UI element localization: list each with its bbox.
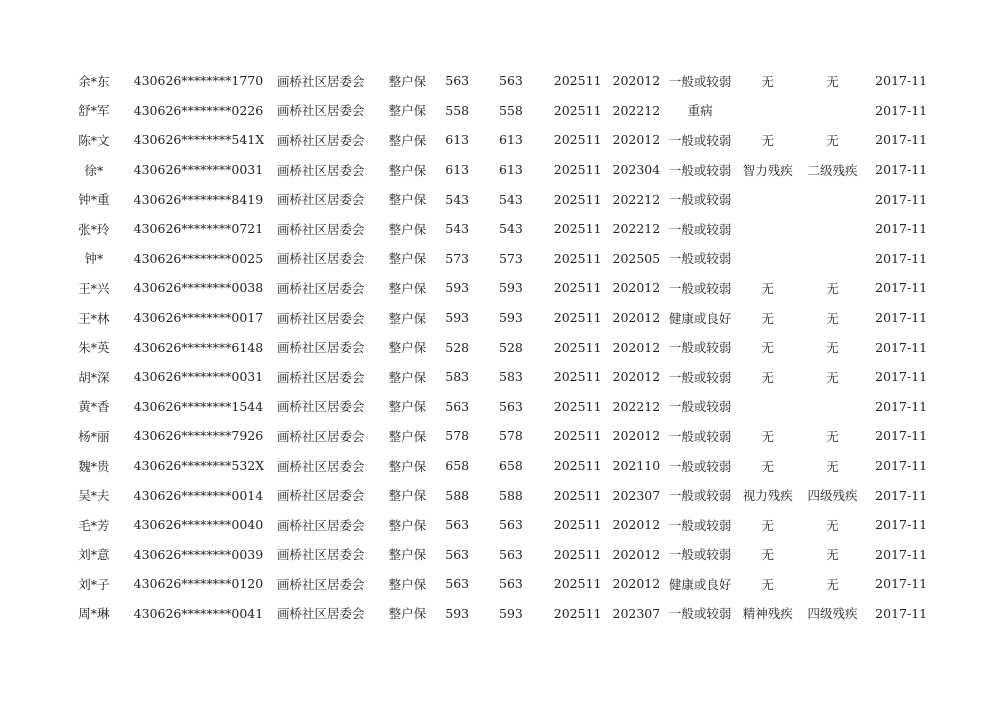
- health-status-cell: 一般或较弱: [668, 280, 732, 296]
- assistance-type-cell: 整户保: [388, 251, 427, 267]
- amount-total-cell: 593: [499, 310, 523, 326]
- end-month-cell: 202012: [612, 428, 661, 444]
- community-cell: 画桥社区居委会: [277, 251, 365, 267]
- assistance-type-cell: 整户保: [388, 103, 427, 119]
- disability-type-cell: 无: [761, 517, 775, 533]
- table-row: [56, 510, 936, 540]
- community-cell: 画桥社区居委会: [277, 369, 365, 385]
- approval-date-cell: 2017-11: [875, 369, 928, 385]
- id-number-cell: 430626********1770: [133, 73, 264, 89]
- start-month-cell: 202511: [553, 132, 602, 148]
- disability-type-cell: 无: [761, 576, 775, 592]
- assistance-type-cell: 整户保: [388, 488, 427, 504]
- start-month-cell: 202511: [553, 517, 602, 533]
- name-cell: 朱*英: [78, 340, 110, 356]
- approval-date-cell: 2017-11: [875, 428, 928, 444]
- table-row: [56, 332, 936, 362]
- disability-level-cell: 无: [826, 428, 839, 444]
- amount-total-cell: 593: [499, 605, 523, 621]
- end-month-cell: 202012: [612, 546, 661, 562]
- name-cell: 刘*意: [78, 547, 110, 563]
- approval-date-cell: 2017-11: [875, 221, 928, 237]
- assistance-type-cell: 整户保: [388, 428, 427, 444]
- disability-type-cell: 无: [761, 132, 775, 148]
- table-row: [56, 155, 936, 185]
- community-cell: 画桥社区居委会: [277, 221, 365, 237]
- approval-date-cell: 2017-11: [875, 280, 928, 296]
- name-cell: 徐*: [84, 162, 104, 178]
- assistance-type-cell: 整户保: [388, 310, 427, 326]
- amount-cell: 563: [445, 398, 470, 414]
- table-row: [56, 125, 936, 155]
- health-status-cell: 一般或较弱: [668, 547, 732, 563]
- amount-cell: 563: [445, 546, 470, 562]
- disability-level-cell: 无: [826, 73, 839, 89]
- disability-type-cell: 无: [761, 547, 775, 563]
- id-number-cell: 430626********0120: [133, 576, 264, 592]
- disability-type-cell: 智力残疾: [742, 162, 793, 178]
- id-number-cell: 430626********0025: [133, 250, 264, 266]
- disability-level-cell: 无: [826, 517, 839, 533]
- approval-date-cell: 2017-11: [875, 132, 928, 148]
- health-status-cell: 健康或良好: [668, 576, 732, 592]
- approval-date-cell: 2017-11: [875, 398, 928, 414]
- community-cell: 画桥社区居委会: [277, 132, 365, 148]
- start-month-cell: 202511: [553, 250, 602, 266]
- record-table: [56, 66, 936, 628]
- disability-type-cell: 无: [761, 310, 775, 326]
- table-row: [56, 273, 936, 303]
- name-cell: 周*琳: [78, 606, 110, 622]
- community-cell: 画桥社区居委会: [277, 192, 365, 208]
- health-status-cell: 一般或较弱: [668, 132, 732, 148]
- assistance-type-cell: 整户保: [388, 192, 427, 208]
- disability-level-cell: 无: [826, 547, 839, 563]
- name-cell: 王*兴: [78, 280, 110, 296]
- name-cell: 刘*子: [78, 576, 110, 592]
- table-row: [56, 451, 936, 481]
- disability-type-cell: 无: [761, 280, 775, 296]
- end-month-cell: 202212: [612, 398, 661, 414]
- amount-cell: 593: [445, 605, 470, 621]
- assistance-type-cell: 整户保: [388, 162, 427, 178]
- health-status-cell: 一般或较弱: [668, 192, 732, 208]
- disability-level-cell: 无: [826, 576, 839, 592]
- amount-total-cell: 528: [499, 339, 523, 355]
- id-number-cell: 430626********0014: [133, 487, 264, 503]
- name-cell: 吴*夫: [78, 488, 110, 504]
- start-month-cell: 202511: [553, 102, 602, 118]
- name-cell: 钟*: [84, 251, 104, 267]
- amount-cell: 563: [445, 576, 470, 592]
- assistance-type-cell: 整户保: [388, 547, 427, 563]
- health-status-cell: 一般或较弱: [668, 399, 732, 415]
- amount-cell: 583: [445, 369, 470, 385]
- id-number-cell: 430626********0721: [133, 221, 264, 237]
- health-status-cell: 一般或较弱: [668, 369, 732, 385]
- start-month-cell: 202511: [553, 310, 602, 326]
- table-row: [56, 214, 936, 244]
- amount-total-cell: 613: [499, 162, 523, 178]
- disability-level-cell: 无: [826, 310, 839, 326]
- community-cell: 画桥社区居委会: [277, 488, 365, 504]
- disability-level-cell: 无: [826, 280, 839, 296]
- id-number-cell: 430626********0031: [133, 162, 264, 178]
- id-number-cell: 430626********0038: [133, 280, 264, 296]
- end-month-cell: 202012: [612, 73, 661, 89]
- approval-date-cell: 2017-11: [875, 576, 928, 592]
- approval-date-cell: 2017-11: [875, 73, 928, 89]
- disability-level-cell: 四级残疾: [807, 488, 858, 504]
- community-cell: 画桥社区居委会: [277, 310, 365, 326]
- approval-date-cell: 2017-11: [875, 250, 928, 266]
- approval-date-cell: 2017-11: [875, 546, 928, 562]
- end-month-cell: 202304: [612, 162, 661, 178]
- start-month-cell: 202511: [553, 369, 602, 385]
- id-number-cell: 430626********0039: [133, 546, 264, 562]
- start-month-cell: 202511: [553, 458, 602, 474]
- community-cell: 画桥社区居委会: [277, 606, 365, 622]
- name-cell: 魏*贵: [78, 458, 110, 474]
- assistance-type-cell: 整户保: [388, 221, 427, 237]
- disability-level-cell: 无: [826, 340, 839, 356]
- end-month-cell: 202307: [612, 487, 661, 503]
- amount-total-cell: 563: [499, 576, 523, 592]
- amount-cell: 593: [445, 310, 470, 326]
- health-status-cell: 一般或较弱: [668, 73, 732, 89]
- amount-cell: 593: [445, 280, 470, 296]
- id-number-cell: 430626********0226: [133, 102, 264, 118]
- assistance-type-cell: 整户保: [388, 458, 427, 474]
- amount-total-cell: 563: [499, 546, 523, 562]
- end-month-cell: 202212: [612, 102, 661, 118]
- start-month-cell: 202511: [553, 487, 602, 503]
- amount-cell: 578: [445, 428, 470, 444]
- approval-date-cell: 2017-11: [875, 339, 928, 355]
- table-row: [56, 184, 936, 214]
- end-month-cell: 202505: [612, 250, 661, 266]
- amount-total-cell: 543: [499, 221, 523, 237]
- id-number-cell: 430626********0017: [133, 310, 264, 326]
- amount-cell: 543: [445, 221, 470, 237]
- table-row: [56, 66, 936, 96]
- disability-level-cell: 无: [826, 369, 839, 385]
- health-status-cell: 一般或较弱: [668, 458, 732, 474]
- assistance-type-cell: 整户保: [388, 606, 427, 622]
- name-cell: 王*林: [78, 310, 110, 326]
- health-status-cell: 一般或较弱: [668, 517, 732, 533]
- amount-cell: 573: [445, 250, 470, 266]
- approval-date-cell: 2017-11: [875, 605, 928, 621]
- community-cell: 画桥社区居委会: [277, 103, 365, 119]
- id-number-cell: 430626********0031: [133, 369, 264, 385]
- end-month-cell: 202012: [612, 280, 661, 296]
- name-cell: 杨*丽: [78, 428, 110, 444]
- health-status-cell: 健康或良好: [668, 310, 732, 326]
- amount-cell: 613: [445, 162, 470, 178]
- table-row: [56, 392, 936, 422]
- approval-date-cell: 2017-11: [875, 162, 928, 178]
- end-month-cell: 202012: [612, 369, 661, 385]
- table-row: [56, 244, 936, 274]
- health-status-cell: 一般或较弱: [668, 606, 732, 622]
- amount-total-cell: 578: [499, 428, 523, 444]
- amount-total-cell: 573: [499, 250, 523, 266]
- amount-total-cell: 588: [499, 487, 523, 503]
- end-month-cell: 202012: [612, 310, 661, 326]
- name-cell: 胡*深: [78, 369, 110, 385]
- amount-cell: 588: [445, 487, 470, 503]
- start-month-cell: 202511: [553, 428, 602, 444]
- disability-type-cell: 无: [761, 73, 775, 89]
- amount-cell: 658: [445, 458, 470, 474]
- health-status-cell: 一般或较弱: [668, 340, 732, 356]
- name-cell: 钟*重: [78, 192, 110, 208]
- amount-total-cell: 658: [499, 458, 523, 474]
- amount-total-cell: 563: [499, 398, 523, 414]
- community-cell: 画桥社区居委会: [277, 458, 365, 474]
- end-month-cell: 202012: [612, 517, 661, 533]
- end-month-cell: 202012: [612, 576, 661, 592]
- amount-cell: 563: [445, 517, 470, 533]
- id-number-cell: 430626********532X: [133, 458, 265, 474]
- name-cell: 毛*芳: [78, 517, 110, 533]
- community-cell: 画桥社区居委会: [277, 340, 365, 356]
- id-number-cell: 430626********7926: [133, 428, 264, 444]
- community-cell: 画桥社区居委会: [277, 280, 365, 296]
- table-row: [56, 96, 936, 126]
- approval-date-cell: 2017-11: [875, 310, 928, 326]
- health-status-cell: 一般或较弱: [668, 221, 732, 237]
- approval-date-cell: 2017-11: [875, 191, 928, 207]
- table-row: [56, 421, 936, 451]
- community-cell: 画桥社区居委会: [277, 517, 365, 533]
- name-cell: 张*玲: [78, 221, 110, 237]
- end-month-cell: 202212: [612, 191, 661, 207]
- disability-type-cell: 精神残疾: [742, 606, 793, 622]
- assistance-type-cell: 整户保: [388, 399, 427, 415]
- community-cell: 画桥社区居委会: [277, 428, 365, 444]
- name-cell: 舒*军: [78, 103, 110, 119]
- amount-total-cell: 543: [499, 191, 523, 207]
- start-month-cell: 202511: [553, 191, 602, 207]
- health-status-cell: 重病: [687, 103, 713, 119]
- assistance-type-cell: 整户保: [388, 576, 427, 592]
- end-month-cell: 202212: [612, 221, 661, 237]
- disability-level-cell: 二级残疾: [807, 162, 858, 178]
- start-month-cell: 202511: [553, 339, 602, 355]
- amount-cell: 558: [445, 102, 470, 118]
- assistance-type-cell: 整户保: [388, 369, 427, 385]
- amount-total-cell: 593: [499, 280, 523, 296]
- assistance-type-cell: 整户保: [388, 340, 427, 356]
- community-cell: 画桥社区居委会: [277, 547, 365, 563]
- id-number-cell: 430626********541X: [133, 132, 265, 148]
- amount-total-cell: 563: [499, 73, 523, 89]
- end-month-cell: 202012: [612, 339, 661, 355]
- amount-total-cell: 563: [499, 517, 523, 533]
- id-number-cell: 430626********8419: [133, 191, 264, 207]
- health-status-cell: 一般或较弱: [668, 162, 732, 178]
- assistance-type-cell: 整户保: [388, 73, 427, 89]
- start-month-cell: 202511: [553, 546, 602, 562]
- disability-type-cell: 无: [761, 340, 775, 356]
- disability-level-cell: 无: [826, 132, 839, 148]
- table-row: [56, 480, 936, 510]
- table-row: [56, 303, 936, 333]
- community-cell: 画桥社区居委会: [277, 162, 365, 178]
- name-cell: 黄*香: [78, 399, 110, 415]
- community-cell: 画桥社区居委会: [277, 399, 365, 415]
- amount-cell: 543: [445, 191, 470, 207]
- community-cell: 画桥社区居委会: [277, 73, 365, 89]
- assistance-type-cell: 整户保: [388, 280, 427, 296]
- end-month-cell: 202012: [612, 132, 661, 148]
- table-row: [56, 362, 936, 392]
- id-number-cell: 430626********6148: [133, 339, 264, 355]
- start-month-cell: 202511: [553, 73, 602, 89]
- end-month-cell: 202307: [612, 605, 661, 621]
- assistance-type-cell: 整户保: [388, 132, 427, 148]
- id-number-cell: 430626********0040: [133, 517, 264, 533]
- disability-type-cell: 无: [761, 458, 775, 474]
- start-month-cell: 202511: [553, 221, 602, 237]
- table-row: [56, 540, 936, 570]
- end-month-cell: 202110: [612, 458, 661, 474]
- amount-total-cell: 613: [499, 132, 523, 148]
- start-month-cell: 202511: [553, 280, 602, 296]
- health-status-cell: 一般或较弱: [668, 488, 732, 504]
- start-month-cell: 202511: [553, 162, 602, 178]
- approval-date-cell: 2017-11: [875, 487, 928, 503]
- id-number-cell: 430626********1544: [133, 398, 264, 414]
- approval-date-cell: 2017-11: [875, 517, 928, 533]
- health-status-cell: 一般或较弱: [668, 428, 732, 444]
- disability-type-cell: 视力残疾: [742, 488, 793, 504]
- amount-cell: 528: [445, 339, 470, 355]
- amount-cell: 563: [445, 73, 470, 89]
- amount-cell: 613: [445, 132, 470, 148]
- amount-total-cell: 558: [499, 102, 523, 118]
- name-cell: 余*东: [78, 73, 110, 89]
- disability-level-cell: 无: [826, 458, 839, 474]
- assistance-type-cell: 整户保: [388, 517, 427, 533]
- approval-date-cell: 2017-11: [875, 458, 928, 474]
- amount-total-cell: 583: [499, 369, 523, 385]
- health-status-cell: 一般或较弱: [668, 251, 732, 267]
- table-row: [56, 569, 936, 599]
- table-row: [56, 599, 936, 629]
- start-month-cell: 202511: [553, 398, 602, 414]
- disability-type-cell: 无: [761, 428, 775, 444]
- approval-date-cell: 2017-11: [875, 102, 928, 118]
- start-month-cell: 202511: [553, 605, 602, 621]
- start-month-cell: 202511: [553, 576, 602, 592]
- name-cell: 陈*文: [78, 132, 110, 148]
- community-cell: 画桥社区居委会: [277, 576, 365, 592]
- id-number-cell: 430626********0041: [133, 605, 264, 621]
- disability-type-cell: 无: [761, 369, 775, 385]
- disability-level-cell: 四级残疾: [807, 606, 858, 622]
